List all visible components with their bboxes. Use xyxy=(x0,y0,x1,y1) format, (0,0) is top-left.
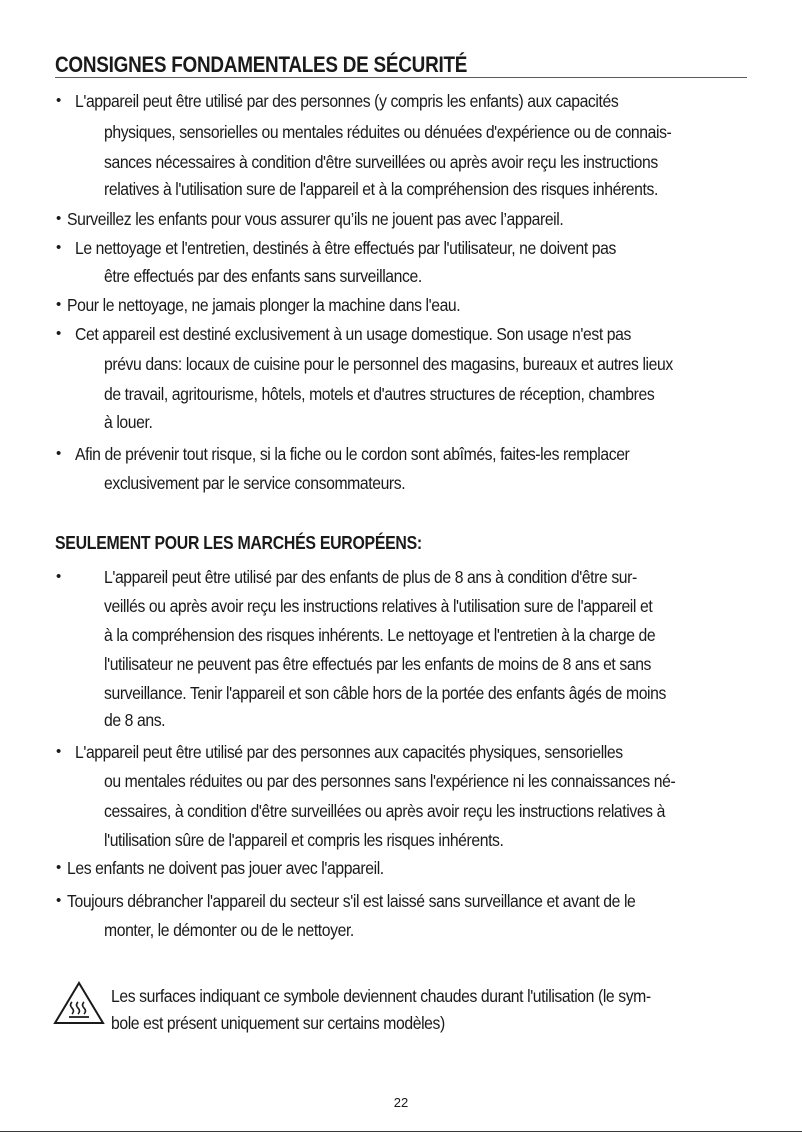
text-line: sances nécessaires à condition d'être surveillées ou après avoir reçu les instructions xyxy=(104,152,658,172)
text-line: physiques, sensorielles ou mentales réduites ou dénuées d'expérience ou de connais- xyxy=(104,122,672,142)
text-line: veillés ou après avoir reçu les instructions relatives à l'utilisation sure de l'appareil et xyxy=(104,596,653,616)
text-line: relatives à l'utilisation sure de l'appareil et à la compréhension des risques inhérents. xyxy=(104,179,658,199)
bottom-rule xyxy=(0,1131,802,1132)
bullet: • xyxy=(56,239,62,256)
bullet: • xyxy=(56,743,62,760)
text-line: L'appareil peut être utilisé par des enfants de plus de 8 ans à condition d'être sur- xyxy=(104,567,637,587)
bullet: • xyxy=(56,92,62,109)
text-line: prévu dans: locaux de cuisine pour le personnel des magasins, bureaux et autres lieux xyxy=(104,354,673,374)
bullet: • xyxy=(56,568,62,585)
page-number: 22 xyxy=(393,1095,409,1110)
text-line: à louer. xyxy=(104,412,153,432)
text-line: Pour le nettoyage, ne jamais plonger la machine dans l'eau. xyxy=(67,295,461,315)
text-line: L'appareil peut être utilisé par des personnes (y compris les enfants) aux capacités xyxy=(75,91,619,111)
text-line: de travail, agritourisme, hôtels, motels et d'autres structures de réception, chambres xyxy=(104,384,655,404)
text-line: l'utilisation sûre de l'appareil et compris les risques inhérents. xyxy=(104,830,504,850)
text-line: L'appareil peut être utilisé par des personnes aux capacités physiques, sensorielles xyxy=(75,742,623,762)
text-line: Les enfants ne doivent pas jouer avec l'appareil. xyxy=(67,858,384,878)
text-line: l'utilisateur ne peuvent pas être effectués par les enfants de moins de 8 ans et sans xyxy=(104,654,652,674)
title-underline xyxy=(55,77,747,78)
bullet: • xyxy=(56,859,62,876)
bullet: • xyxy=(56,445,62,462)
page-title: CONSIGNES FONDAMENTALES DE SÉCURITÉ xyxy=(55,52,468,77)
text-line: de 8 ans. xyxy=(104,710,166,730)
text-line: exclusivement par le service consommateurs. xyxy=(104,473,406,493)
text-line: monter, le démonter ou de le nettoyer. xyxy=(104,920,354,940)
text-line: bole est présent uniquement sur certains modèles) xyxy=(111,1013,445,1033)
text-line: Toujours débrancher l'appareil du secteur s'il est laissé sans surveillance et avant de le xyxy=(67,891,636,911)
text-line: cessaires, à condition d'être surveillées ou après avoir reçu les instructions relatives à xyxy=(104,801,665,821)
text-line: Les surfaces indiquant ce symbole deviennent chaudes durant l'utilisation (le sym- xyxy=(111,986,651,1006)
text-line: Surveillez les enfants pour vous assurer qu’ils ne jouent pas avec l’appareil. xyxy=(67,209,564,229)
text-line: ou mentales réduites ou par des personnes sans l'expérience ni les connaissances né- xyxy=(104,771,676,791)
text-line: surveillance. Tenir l'appareil et son câble hors de la portée des enfants âgés de moins xyxy=(104,683,666,703)
text-line: Cet appareil est destiné exclusivement à un usage domestique. Son usage n'est pas xyxy=(75,324,631,344)
text-line: Afin de prévenir tout risque, si la fiche ou le cordon sont abîmés, faites-les remplacer xyxy=(75,444,630,464)
bullet: • xyxy=(56,325,62,342)
bullet: • xyxy=(56,296,62,313)
hot-surface-warning-icon xyxy=(52,980,106,1026)
section-heading-european-markets: SEULEMENT POUR LES MARCHÉS EUROPÉENS: xyxy=(55,533,422,553)
bullet: • xyxy=(56,210,62,227)
text-line: être effectués par des enfants sans surveillance. xyxy=(104,266,422,286)
text-line: Le nettoyage et l'entretien, destinés à être effectués par l'utilisateur, ne doivent pas xyxy=(75,238,616,258)
text-line: à la compréhension des risques inhérents. Le nettoyage et l'entretien à la charge de xyxy=(104,625,656,645)
bullet: • xyxy=(56,892,62,909)
